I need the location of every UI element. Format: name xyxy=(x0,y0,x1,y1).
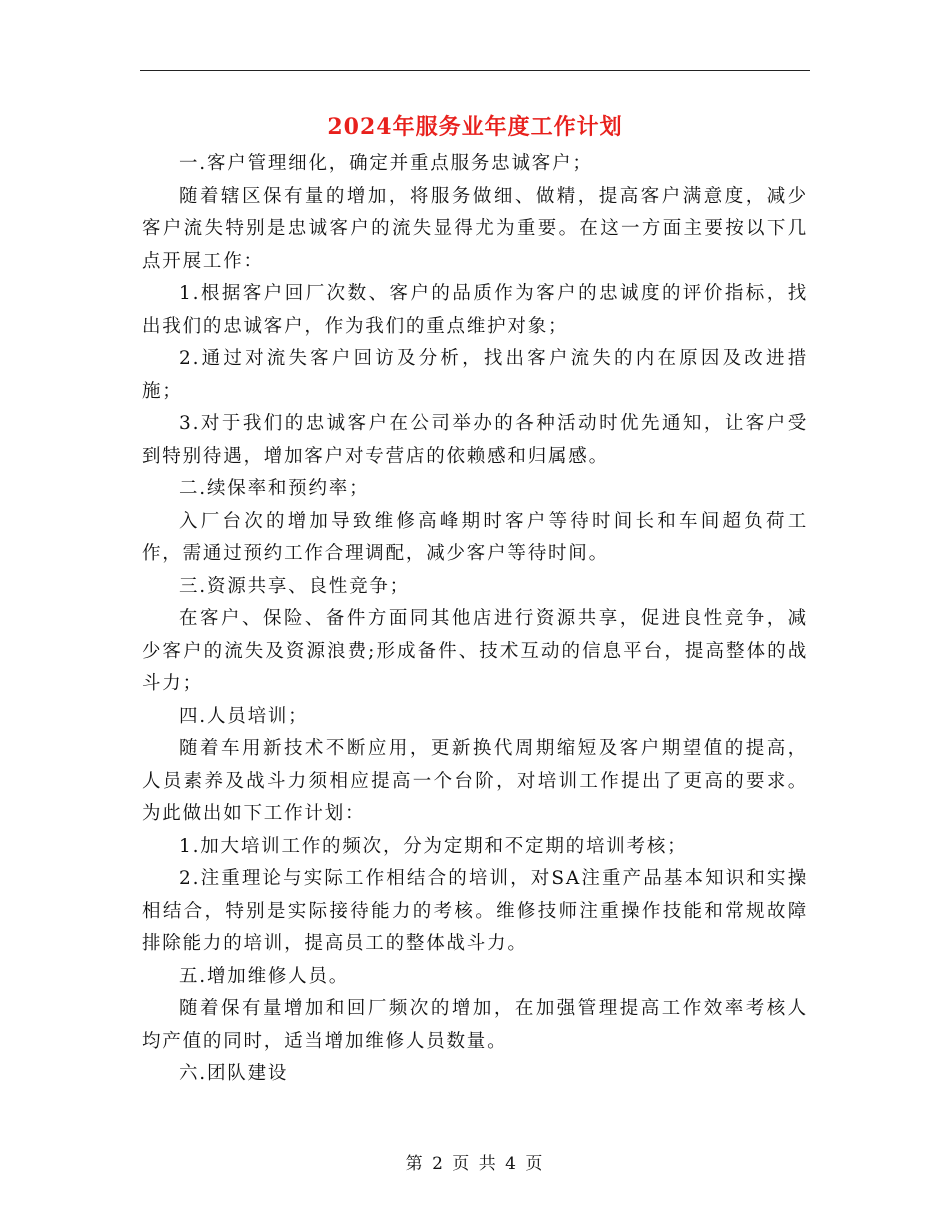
paragraph: 1.加大培训工作的频次，分为定期和不定期的培训考核； xyxy=(179,835,688,857)
paragraph: 一.客户管理细化，确定并重点服务忠诚客户； xyxy=(179,153,593,174)
paragraph: 随着保有量增加和回厂频次的增加，在加强管理提高工作效率考核人均产值的同时，适当增加维修人员数量。 xyxy=(142,998,808,1052)
paragraph: 随着辖区保有量的增加，将服务做细、做精，提高客户满意度，减少客户流失特别是忠诚客户的流失显得尤为重要。在这一方面主要按以下几点开展工作： xyxy=(142,185,808,272)
paragraph: 1.根据客户回厂次数、客户的品质作为客户的忠诚度的评价指标，找出我们的忠诚客户，作为我们的重点维护对象； xyxy=(142,283,808,337)
paragraph: 六.团队建设 xyxy=(179,1063,289,1084)
paragraph: 四.人员培训； xyxy=(179,705,309,727)
paragraph: 二.续保率和预约率； xyxy=(179,478,370,499)
header-rule xyxy=(140,70,810,71)
paragraph: 三.资源共享、良性竞争； xyxy=(179,575,410,597)
document-body xyxy=(142,148,808,1091)
page-number-footer: 第 2 页 共 4 页 xyxy=(405,1154,545,1174)
paragraph: 3.对于我们的忠诚客户在公司举办的各种活动时优先通知，让客户受到特别待遇，增加客户对专营店的依赖感和归属感。 xyxy=(142,413,808,467)
document-title: 2024年服务业年度工作计划 xyxy=(327,114,623,140)
paragraph: 2.注重理论与实际工作相结合的培训，对SA注重产品基本知识和实操相结合，特别是实际接待能力的考核。维修技师注重操作技能和常规故障排除能力的培训，提高员工的整体战斗力。 xyxy=(142,868,808,954)
paragraph: 2.通过对流失客户回访及分析，找出客户流失的内在原因及改进措施； xyxy=(142,348,808,402)
paragraph: 在客户、保险、备件方面同其他店进行资源共享，促进良性竞争，减少客户的流失及资源浪费;形成备件、技术互动的信息平台，提高整体的战斗力； xyxy=(142,608,808,694)
paragraph: 入厂台次的增加导致维修高峰期时客户等待时间长和车间超负荷工作，需通过预约工作合理调配，减少客户等待时间。 xyxy=(142,510,808,564)
paragraph: 五.增加维修人员。 xyxy=(179,965,350,987)
paragraph: 随着车用新技术不断应用，更新换代周期缩短及客户期望值的提高，人员素养及战斗力须相应提高一个台阶，对培训工作提出了更高的要求。为此做出如下工作计划： xyxy=(142,738,808,824)
